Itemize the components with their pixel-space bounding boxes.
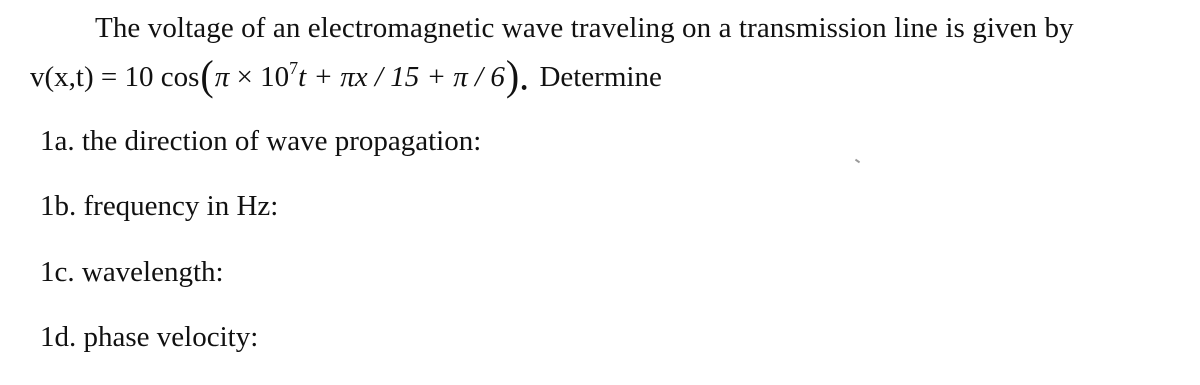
question-1d: 1d. phase velocity:: [40, 321, 259, 353]
equation-open-paren: (: [200, 51, 214, 100]
determine-label: Determine: [532, 61, 662, 93]
equation-times: × 10: [229, 61, 290, 93]
equation-close-paren: ).: [505, 51, 530, 100]
question-1b: 1b. frequency in Hz:: [40, 190, 279, 222]
equation-pi: π: [214, 61, 230, 93]
stray-mark: [855, 159, 860, 164]
equation-rest: t + πx / 15 + π / 6: [298, 61, 505, 93]
equation-exponent: 7: [289, 58, 299, 78]
question-1c: 1c. wavelength:: [40, 256, 224, 288]
problem-intro: The voltage of an electromagnetic wave traveling on a transmission line is given by: [95, 12, 1074, 44]
question-1a: 1a. the direction of wave propagation:: [40, 125, 482, 157]
equation-lhs: v(x,t) = 10 cos: [30, 61, 200, 93]
voltage-equation: [30, 51, 662, 100]
